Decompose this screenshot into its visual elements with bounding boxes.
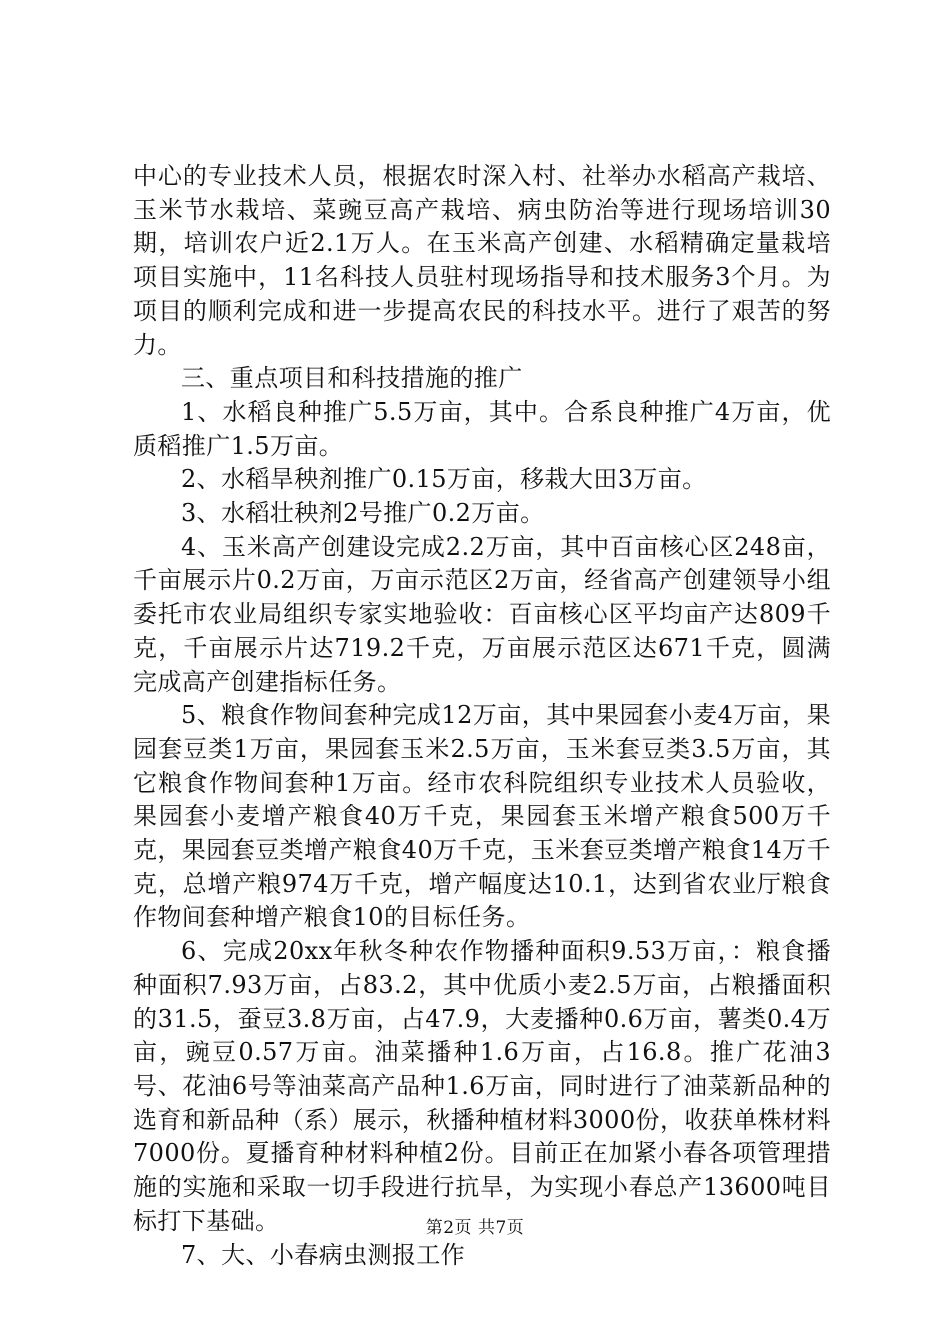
list-item-7: 7、大、小春病虫测报工作 <box>181 1240 466 1269</box>
paragraph-continuation: 中心的专业技术人员，根据农时深入村、社举办水稻高产栽培、玉米节水栽培、菜豌豆高产栽培、病虫防治等进行现场培训30期，培训农户近2.1万人。在玉米高产创建、水稻精确定量栽培项目实施中，11名科技人员驻村现场指导和技术服务3个月。为项目的顺利完成和进一步提高农民的科技水平。进行了艰苦的努力。 <box>133 162 831 359</box>
section-heading-3: 三、重点项目和科技措施的推广 <box>181 364 523 393</box>
document-body <box>133 160 831 1272</box>
list-item-6: 6、完成20xx年秋冬种农作物播种面积9.53万亩，：粮食播种面积7.93万亩，占83.2，其中优质小麦2.5万亩，占粮播面积的31.5，蚕豆3.8万亩，占47.9，大麦播种0.6万亩，薯类0.4万亩，豌豆0.57万亩。油菜播种1.6万亩，占16.8。推广花油3号、花油6号等油菜高产品种1.6万亩，同时进行了油菜新品种的选育和新品种（系）展示，秋播种植材料3000份，收获单株材料7000份。夏播育种材料种植2份。目前正在加紧小春各项管理措施的实施和采取一切手段进行抗旱，为实现小春总产13600吨目标打下基础。 <box>133 937 831 1235</box>
list-item-1: 1、水稻良种推广5.5万亩，其中。合系良种推广4万亩，优质稻推广1.5万亩。 <box>133 397 831 460</box>
list-item-5: 5、粮食作物间套种完成12万亩，其中果园套小麦4万亩，果园套豆类1万亩，果园套玉米2.5万亩，玉米套豆类3.5万亩，其它粮食作物间套种1万亩。经市农科院组织专业技术人员验收，果园套小麦增产粮食40万千克，果园套玉米增产粮食500万千克，果园套豆类增产粮食40万千克，玉米套豆类增产粮食14万千克，总增产粮974万千克，增产幅度达10.1，达到省农业厅粮食作物间套种增产粮食10的目标任务。 <box>133 701 831 932</box>
list-item-4: 4、玉米高产创建设完成2.2万亩，其中百亩核心区248亩，千亩展示片0.2万亩，万亩示范区2万亩，经省高产创建领导小组委托市农业局组织专家实地验收：百亩核心区平均亩产达809千克，千亩展示片达719.2千克，万亩展示范区达671千克，圆满完成高产创建指标任务。 <box>133 532 831 696</box>
list-item-2: 2、水稻旱秧剂推广0.15万亩，移栽大田3万亩。 <box>181 465 707 494</box>
list-item-3: 3、水稻壮秧剂2号推广0.2万亩。 <box>181 499 545 528</box>
page-number-footer: 第2页 共7页 <box>425 1218 525 1238</box>
